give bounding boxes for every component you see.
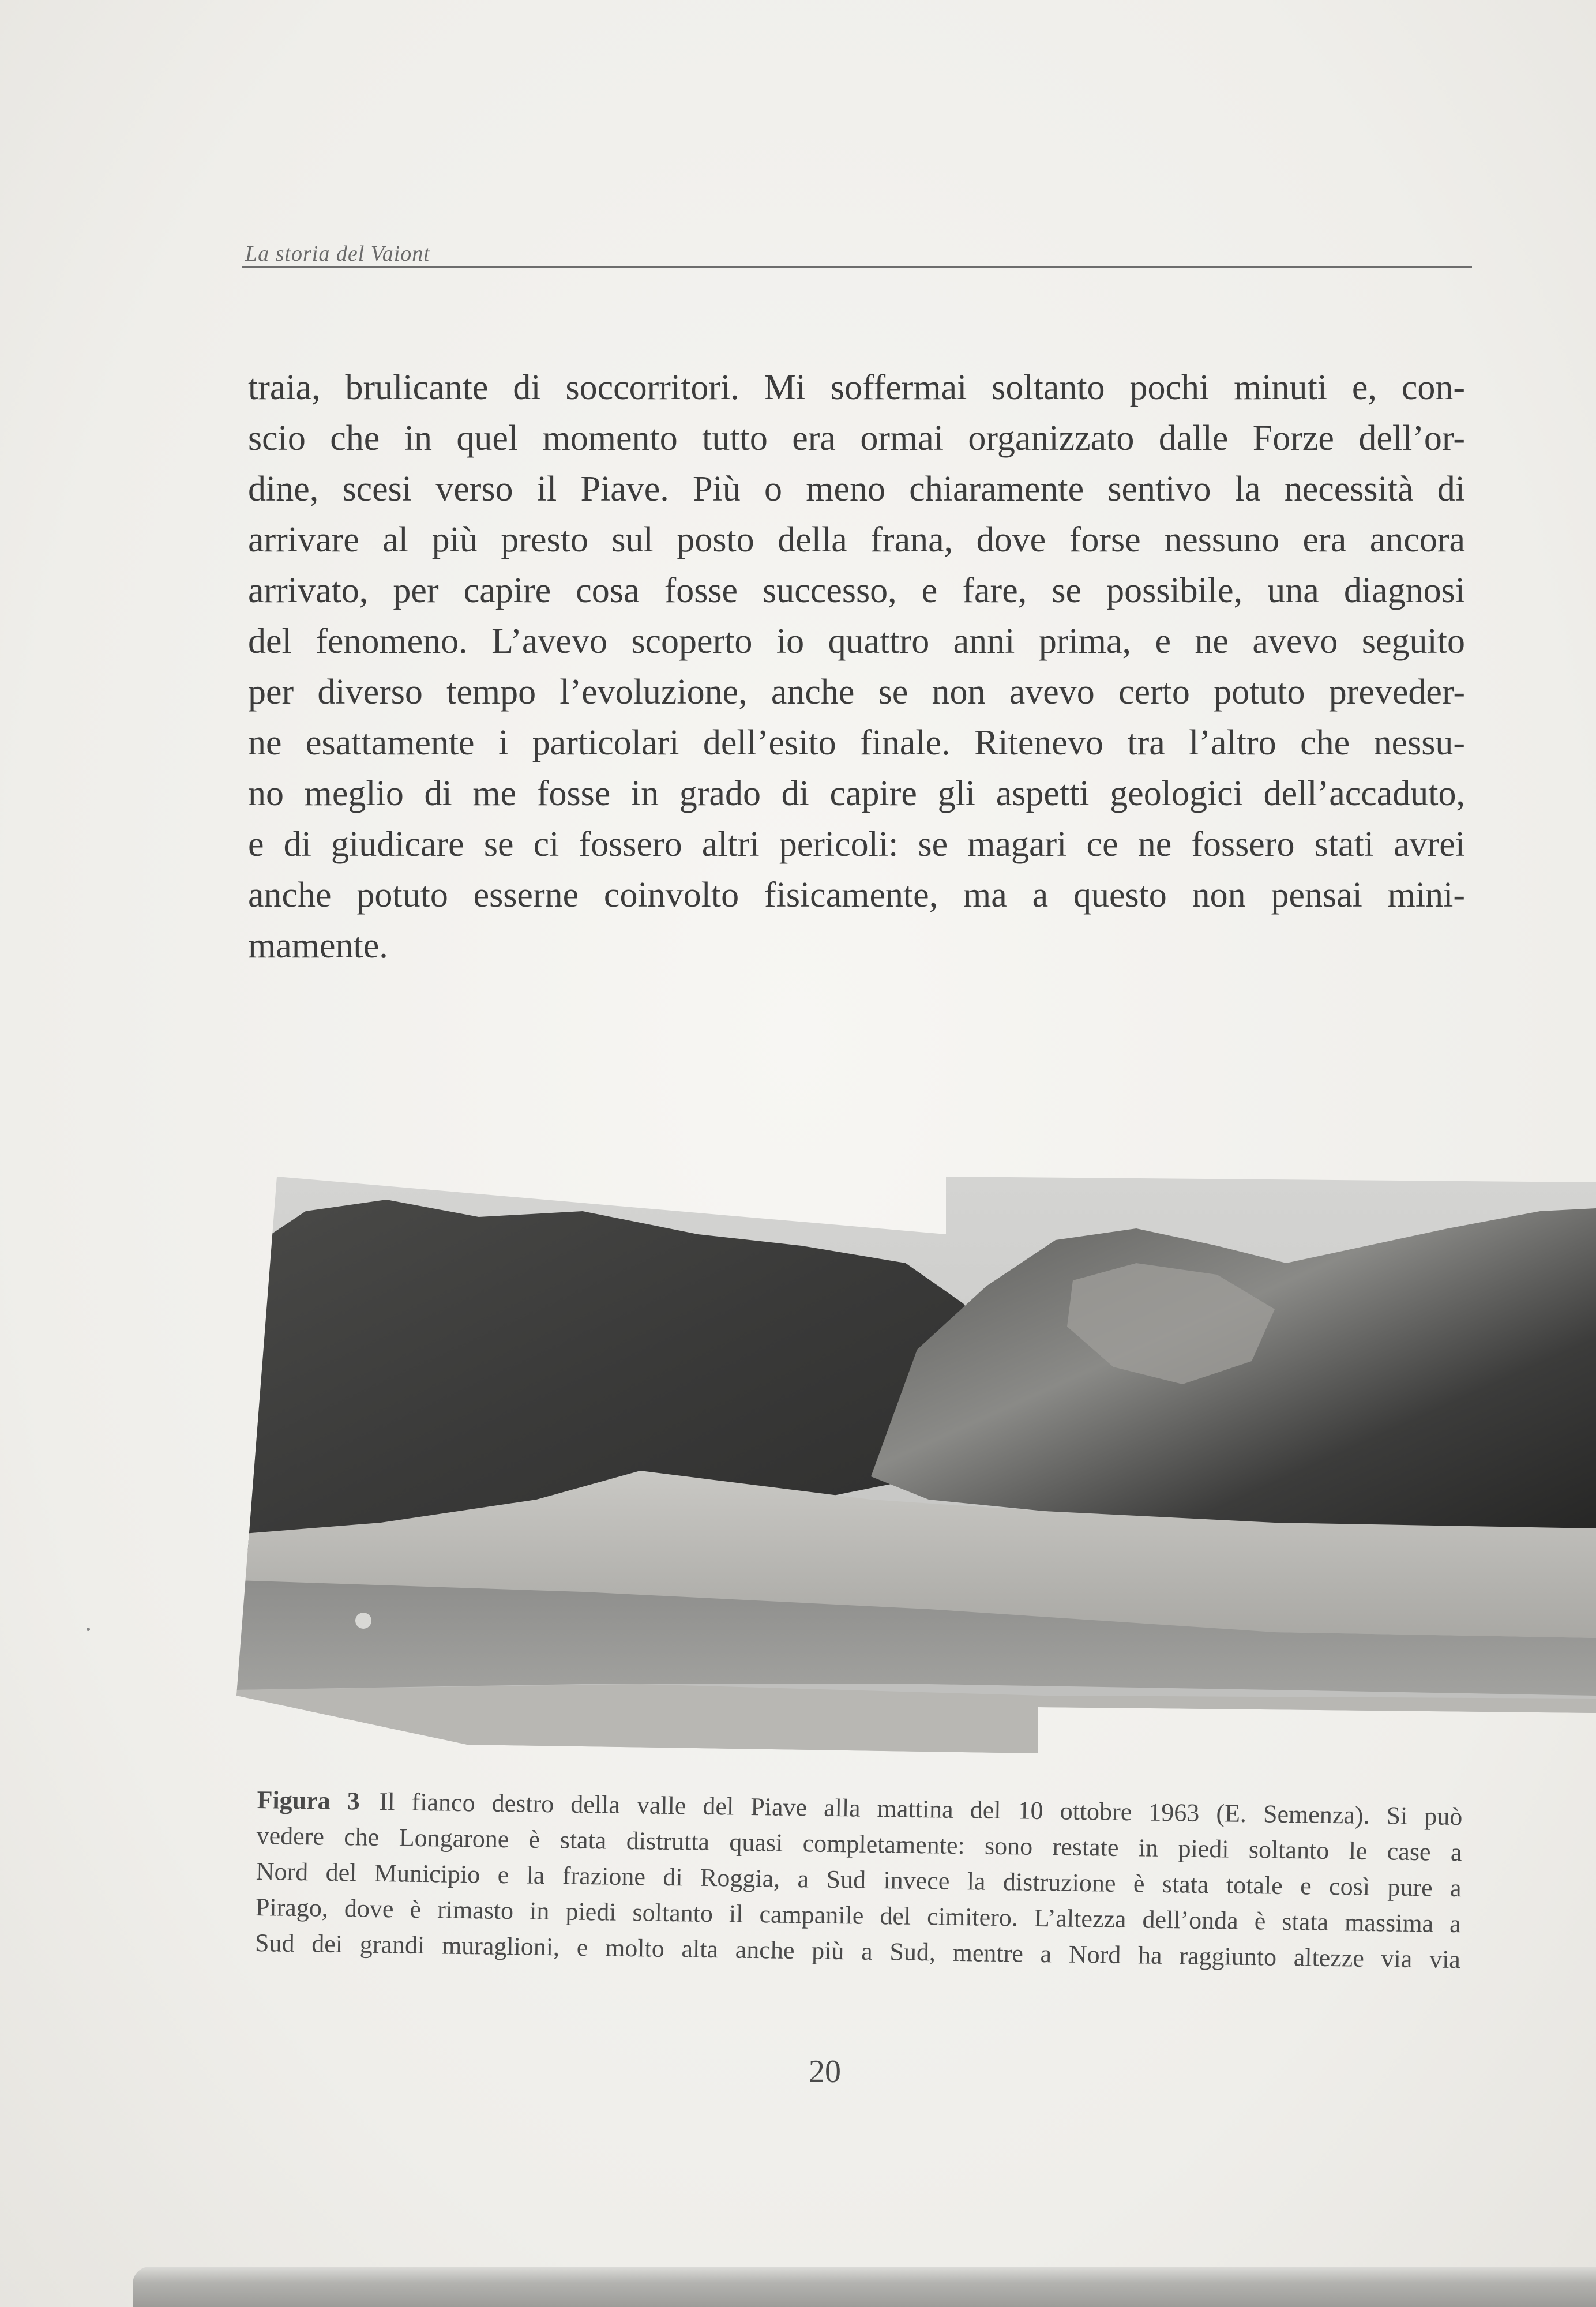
body-line: per diverso tempo l’evoluzione, anche se non avevo certo potuto preveder- [248, 672, 1465, 712]
figure-label: Figura 3 [257, 1785, 360, 1816]
caption-line: vedere che Longarone è stata distrutta quasi completamente: sono restate in piedi soltanto le case a [256, 1821, 1462, 1867]
body-line: mamente. [248, 926, 388, 965]
caption-text: Il fianco destro della valle del Piave alla mattina del 10 ottobre 1963 (E. Semenza). Si può [379, 1787, 1463, 1831]
body-line: no meglio di me fosse in grado di capire gli aspetti geologici dell’accaduto, [248, 774, 1465, 813]
body-line: e di giudicare se ci fossero altri pericoli: se magari ce ne fossero stati avrei [248, 825, 1465, 864]
scan-edge-shadow [133, 2267, 1596, 2307]
caption-line: Sud dei grandi muraglioni, e molto alta anche più a Sud, mentre a Nord ha raggiunto altezze via via [254, 1928, 1461, 1974]
caption-line: Nord del Municipio e la frazione di Roggia, a Sud invece la distruzione è stata totale e così pure a [256, 1857, 1462, 1903]
body-line: ne esattamente i particolari dell’esito finale. Ritenevo tra l’altro che nessu- [248, 723, 1465, 762]
body-line: arrivare al più presto sul posto della frana, dove forse nessuno era ancora [248, 520, 1465, 559]
body-line: traia, brulicante di soccorritori. Mi soffermai soltanto pochi minuti e, con- [248, 368, 1465, 407]
body-paragraph [248, 362, 1465, 971]
body-line: anche potuto esserne coinvolto fisicamente, ma a questo non pensai mini- [248, 876, 1465, 915]
header-rule [242, 266, 1472, 268]
body-line: arrivato, per capire cosa fosse successo, e fare, se possibile, una diagnosi [248, 571, 1465, 610]
body-line: scio che in quel momento tutto era ormai organizzato dalle Forze dell’or- [248, 419, 1465, 458]
running-head: La storia del Vaiont [245, 242, 430, 266]
figure-caption [255, 1782, 1463, 1978]
body-line: dine, scesi verso il Piave. Più o meno chiaramente sentivo la necessità di [248, 469, 1465, 509]
page-number: 20 [809, 2054, 841, 2090]
caption-line: Pirago, dove è rimasto in piedi soltanto il campanile del cimitero. L’altezza dell’onda è stata massima a [255, 1892, 1462, 1938]
body-line: del fenomeno. L’avevo scoperto io quattro anni prima, e ne avevo seguito [248, 622, 1465, 661]
panorama-photo [236, 1177, 1596, 1776]
scan-speck [87, 1628, 90, 1631]
valley-photograph [236, 1177, 1596, 1776]
